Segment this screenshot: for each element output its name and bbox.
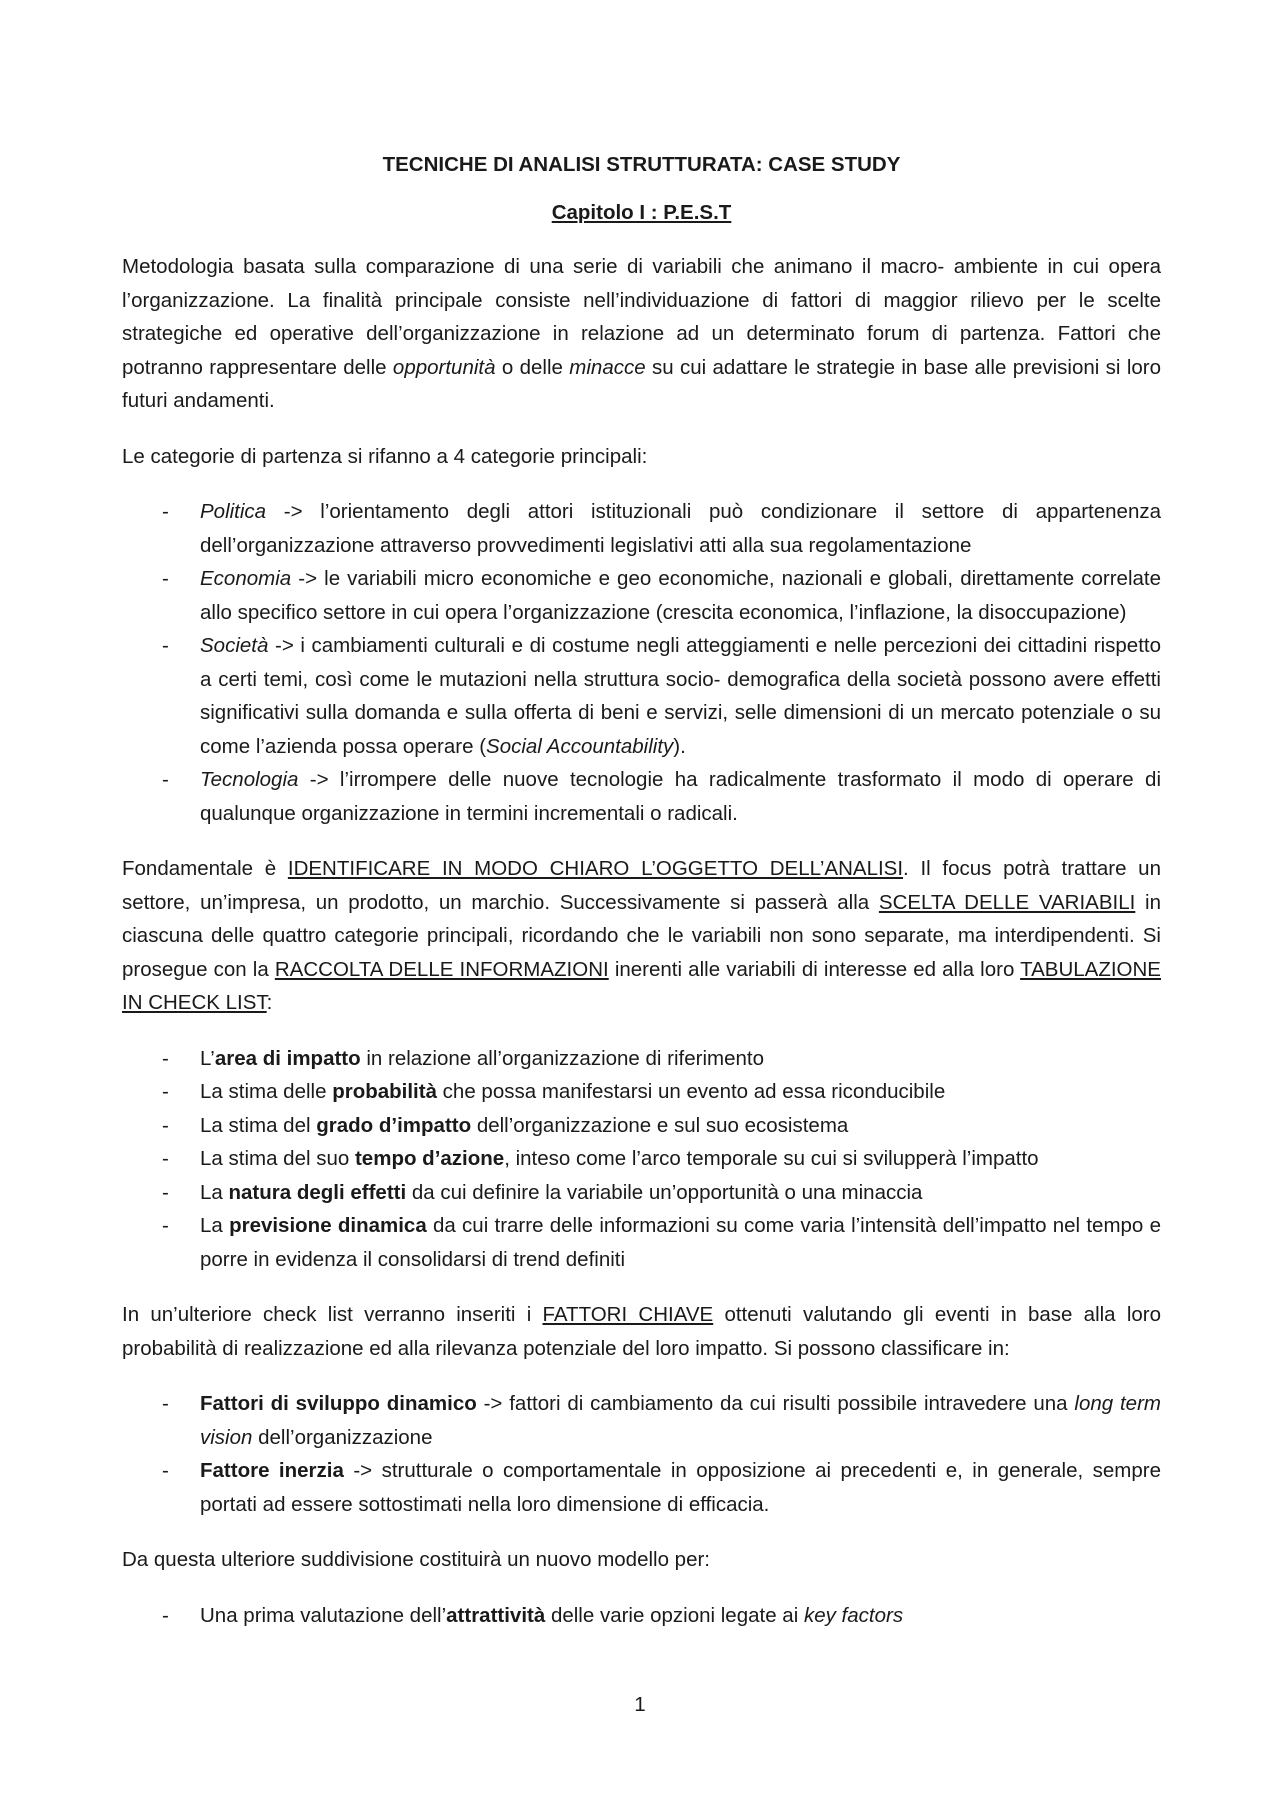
paragraph-text: ottenuti valutando gli eventi in base alla loro probabilità di realizzazione ed alla rilevanza potenziale del loro impatto. Si possono classificare in: — [122, 1303, 1161, 1360]
dash-bullet: - — [162, 768, 169, 791]
factor-italic: long term vision — [200, 1392, 1161, 1449]
category-text: -> i cambiamenti culturali e di costume negli atteggiamenti e nelle percezioni dei cittadini rispetto a certi temi, così come le mutazioni nella struttura socio- demografica della società possono avere effetti significativi sulla domanda e sulla offerta di beni e servizi, selle dimensioni di un mercato potenziale o su come l’azienda possa operare ( — [200, 634, 1161, 758]
dash-bullet: - — [162, 1080, 169, 1103]
dash-bullet: - — [162, 1113, 169, 1137]
list-item — [122, 629, 1161, 763]
item-italic: key factors — [803, 1603, 904, 1627]
dash-bullet: - — [162, 1459, 169, 1482]
category-name: Società — [200, 634, 269, 657]
list-item — [122, 1599, 1161, 1633]
item-bold: tempo d’azione — [354, 1147, 505, 1170]
factor-name: Fattore inerzia — [200, 1459, 344, 1482]
category-name: Politica — [200, 500, 267, 523]
underlined-text: FATTORI CHIAVE — [542, 1303, 714, 1326]
item-text: La — [200, 1214, 230, 1237]
item-text: La stima delle — [200, 1080, 333, 1103]
item-text: Una prima valutazione dell’ — [200, 1603, 447, 1627]
paragraph-text: In un’ulteriore check list verranno inseriti i — [122, 1303, 543, 1326]
item-bold: probabilità — [332, 1080, 437, 1103]
list-item — [122, 1075, 1161, 1109]
paragraph-text: : — [266, 991, 273, 1014]
item-text: La stima del — [200, 1113, 317, 1137]
underlined-text: SCELTA DELLE VARIABILI — [878, 890, 1136, 914]
document-title: TECNICHE DI ANALISI STRUTTURATA: CASE STUDY — [382, 153, 901, 176]
dash-bullet: - — [162, 1392, 169, 1415]
list-item — [122, 1387, 1161, 1454]
page-number: 1 — [634, 1693, 646, 1716]
item-bold: attrattività — [446, 1603, 546, 1627]
intro-italic-opportunita: opportunità — [392, 355, 496, 379]
intro-paragraph — [122, 250, 1161, 418]
factors-list — [122, 1387, 1161, 1521]
category-text: -> le variabili micro economiche e geo economiche, nazionali e globali, direttamente correlate allo specifico settore in cui opera l’organizzazione (crescita economica, l’inflazione, la disoccupazione) — [200, 567, 1161, 624]
dash-bullet: - — [162, 567, 169, 590]
intro-italic-minacce: minacce — [569, 355, 646, 379]
item-text: La stima del suo — [200, 1147, 355, 1170]
chapter-heading: Capitolo I : P.E.S.T — [551, 201, 732, 224]
list-item — [122, 763, 1161, 830]
item-text: che possa manifestarsi un evento ad essa riconducibile — [436, 1080, 946, 1103]
dash-bullet: - — [162, 1603, 169, 1627]
list-item — [122, 1454, 1161, 1521]
factor-text: -> strutturale o comportamentale in opposizione ai precedenti e, in generale, sempre portati ad essere sottostimati nella loro dimensione di efficacia. — [200, 1459, 1161, 1516]
checklist-list — [122, 1042, 1161, 1277]
key-factors-paragraph — [122, 1298, 1161, 1365]
dash-bullet: - — [162, 1214, 169, 1237]
intro-text: o delle — [495, 355, 570, 379]
item-bold: grado d’impatto — [316, 1113, 472, 1137]
categories-list — [122, 495, 1161, 830]
list-item — [122, 562, 1161, 629]
item-text: delle varie opzioni legate ai — [545, 1603, 804, 1627]
dash-bullet: - — [162, 1180, 169, 1204]
item-text: in relazione all’organizzazione di riferimento — [360, 1046, 765, 1070]
list-item — [122, 1109, 1161, 1143]
item-text: da cui definire la variabile un’opportunità o una minaccia — [406, 1180, 923, 1204]
dash-bullet: - — [162, 1046, 169, 1070]
category-name: Economia — [200, 567, 292, 590]
category-text-end: ). — [673, 734, 686, 758]
paragraph-text: . Il focus potrà trattare un settore, un’impresa, un prodotto, un marchio. Successivamente si passerà alla — [122, 857, 1161, 914]
intro-text: Metodologia basata sulla comparazione di una serie di variabili che animano il macro- ambiente in cui opera l’organizzazione. La finalità principale consiste nell’individuazione di fattori di maggior rilievo per le scelte strategiche ed operative dell’organizzazione in relazione ad un determinato forum di partenza. Fattori che potranno rappresentare delle — [122, 255, 1161, 379]
category-text: -> l’orientamento degli attori istituzionali può condizionare il settore di appartenenza dell’organizzazione attraverso provvedimenti legislativi atti alla sua regolamentazione — [200, 500, 1161, 557]
fundamental-paragraph — [122, 852, 1161, 1020]
list-item — [122, 495, 1161, 562]
item-text: , inteso come l’arco temporale su cui si svilupperà l’impatto — [504, 1147, 1039, 1170]
dash-bullet: - — [162, 500, 169, 523]
paragraph-text: Fondamentale è — [122, 857, 288, 880]
dash-bullet: - — [162, 634, 169, 657]
model-list — [122, 1599, 1161, 1633]
underlined-text: RACCOLTA DELLE INFORMAZIONI — [274, 957, 609, 981]
factor-name: Fattori di sviluppo dinamico — [200, 1392, 477, 1415]
category-text: -> l’irrompere delle nuove tecnologie ha radicalmente trasformato il modo di operare di qualunque organizzazione in termini incrementali o radicali. — [200, 768, 1161, 825]
categories-intro: Le categorie di partenza si rifanno a 4 categorie principali: — [122, 444, 648, 468]
item-bold: natura degli effetti — [228, 1180, 407, 1204]
list-item — [122, 1042, 1161, 1076]
paragraph-text: inerenti alle variabili di interesse ed alla loro — [608, 957, 1021, 981]
paragraph-text: in ciascuna delle quattro categorie principali, ricordando che le variabili non sono separate, ma interdipendenti. Si prosegue con la — [122, 890, 1161, 981]
factor-text: -> fattori di cambiamento da cui risulti possibile intravedere una — [476, 1392, 1075, 1415]
factor-text-end: dell’organizzazione — [252, 1425, 433, 1449]
dash-bullet: - — [162, 1147, 169, 1170]
list-item — [122, 1142, 1161, 1176]
list-item — [122, 1209, 1161, 1276]
item-bold: previsione dinamica — [229, 1214, 427, 1237]
intro-text: su cui adattare le strategie in base alle previsioni si loro futuri andamenti. — [122, 355, 1161, 412]
item-text: da cui trarre delle informazioni su come varia l’intensità dell’impatto nel tempo e porre in evidenza il consolidarsi di trend definiti — [200, 1214, 1161, 1271]
model-intro: Da questa ulteriore suddivisione costituirà un nuovo modello per: — [122, 1548, 711, 1571]
category-name: Tecnologia — [200, 768, 299, 791]
item-text: L’ — [200, 1046, 215, 1070]
item-bold: area di impatto — [214, 1046, 361, 1070]
document-page — [122, 150, 1161, 1654]
list-item — [122, 1176, 1161, 1210]
item-text: La — [200, 1180, 229, 1204]
item-text: dell’organizzazione e sul suo ecosistema — [471, 1113, 849, 1137]
underlined-text: TABULAZIONE IN CHECK LIST — [122, 957, 1161, 1014]
underlined-text: IDENTIFICARE IN MODO CHIARO L’OGGETTO DELL’ANALISI — [287, 857, 904, 880]
category-italic: Social Accountability — [486, 734, 674, 758]
